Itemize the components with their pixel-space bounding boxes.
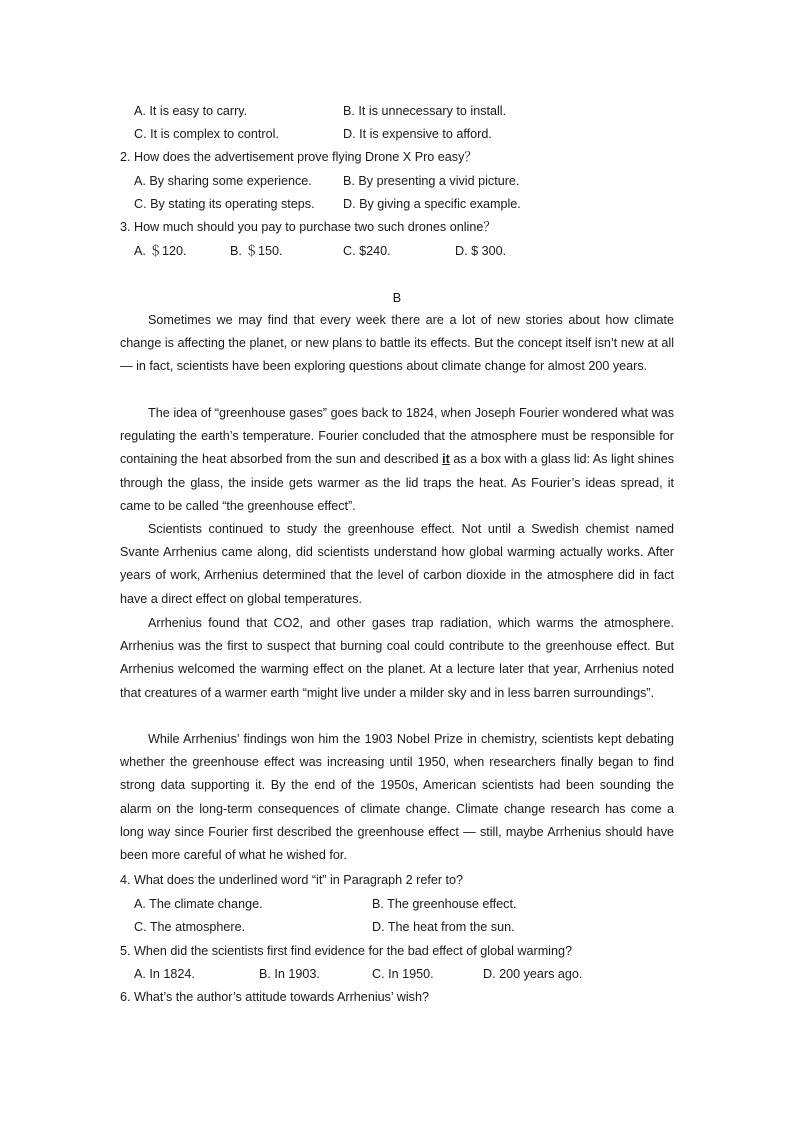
passage-paragraph-3: Scientists continued to study the greenhouse effect. Not until a Swedish chemist named Svante Arrhenius came along, did scientists understand how global warming actually works. After years of work, Arrhenius determined that the level of carbon dioxide in the atmosphere did in fact have a direct effect on global temperatures. xyxy=(120,522,674,606)
q2-option-d: D. By giving a specific example. xyxy=(343,197,521,211)
passage-paragraph-5: While Arrhenius’ findings won him the 1903 Nobel Prize in chemistry, scientists kept debating whether the greenhouse effect was increasing until 1950, when researchers finally began to find strong data supporting it. By the end of the 1950s, American scientists had been sounding the alarm on the long-term consequences of climate change. Climate change research has come a long way since Fourier first described the greenhouse effect — still, maybe Arrhenius should have been more careful of what he wished for. xyxy=(120,732,674,863)
q4-option-d: D. The heat from the sun. xyxy=(372,920,515,934)
q4-option-c: C. The atmosphere. xyxy=(134,920,246,934)
q5-option-b: B. In 1903. xyxy=(259,967,320,981)
q1-option-c: C. It is complex to control. xyxy=(134,127,279,141)
passage-paragraph-1: Sometimes we may find that every week there are a lot of new stories about how climate change is affecting the planet, or new plans to battle its effects. But the concept itself isn’t new at all — in fact, scientists have been exploring questions about climate change for almost 200 years. xyxy=(120,313,674,374)
q1-option-b: B. It is unnecessary to install. xyxy=(343,104,507,118)
underlined-word-it: it xyxy=(442,452,450,467)
q4-question: 4. What does the underlined word “it” in Paragraph 2 refer to? xyxy=(120,873,464,887)
passage-paragraph-2 xyxy=(120,402,674,518)
passage-paragraph-4: Arrhenius found that CO2, and other gases trap radiation, which warms the atmosphere. Arrhenius was the first to suspect that burning coal could contribute to the greenhouse effect. But Arrhenius welcomed the warming effect on the planet. At a lecture later that year, Arrhenius noted that creatures of a warmer earth “might live under a milder sky and in less barren surroundings”. xyxy=(120,616,674,700)
q3-option-a: A. ＄120. xyxy=(134,244,187,258)
q4-option-a: A. The climate change. xyxy=(134,897,263,911)
q3-question: 3. How much should you pay to purchase two such drones online？ xyxy=(120,220,496,234)
q2-option-a: A. By sharing some experience. xyxy=(134,174,312,188)
q5-option-c: C. In 1950. xyxy=(372,967,434,981)
q5-question: 5. When did the scientists first find evidence for the bad effect of global warming? xyxy=(120,944,572,958)
q3-option-c: C. $240. xyxy=(343,244,391,258)
q3-option-d: D. $ 300. xyxy=(455,244,507,258)
q2-option-b: B. By presenting a vivid picture. xyxy=(343,174,520,188)
q3-option-b: B. ＄150. xyxy=(230,244,283,258)
q1-option-d: D. It is expensive to afford. xyxy=(343,127,492,141)
q5-option-a: A. In 1824. xyxy=(134,967,195,981)
q1-option-a: A. It is easy to carry. xyxy=(134,104,248,118)
q4-option-b: B. The greenhouse effect. xyxy=(372,897,517,911)
paragraph-2-text-after: as a box with a glass lid: As light shines through the glass, the inside gets warmer as the lid traps the heat. As Fourier’s ideas spread, it came to be called “the greenhouse effect”. xyxy=(120,452,674,513)
q2-option-c: C. By stating its operating steps. xyxy=(134,197,315,211)
section-heading: B xyxy=(392,291,402,305)
q5-option-d: D. 200 years ago. xyxy=(483,967,583,981)
q2-question: 2. How does the advertisement prove flying Drone X Pro easy？ xyxy=(120,150,477,164)
paragraph-2-text-before: The idea of “greenhouse gases” goes back to 1824, when Joseph Fourier wondered what was regulating the earth’s temperature. Fourier concluded that the atmosphere must be responsible for containing the heat absorbed from the sun and described xyxy=(120,406,674,467)
q6-question: 6. What’s the author’s attitude towards Arrhenius’ wish? xyxy=(120,990,429,1004)
